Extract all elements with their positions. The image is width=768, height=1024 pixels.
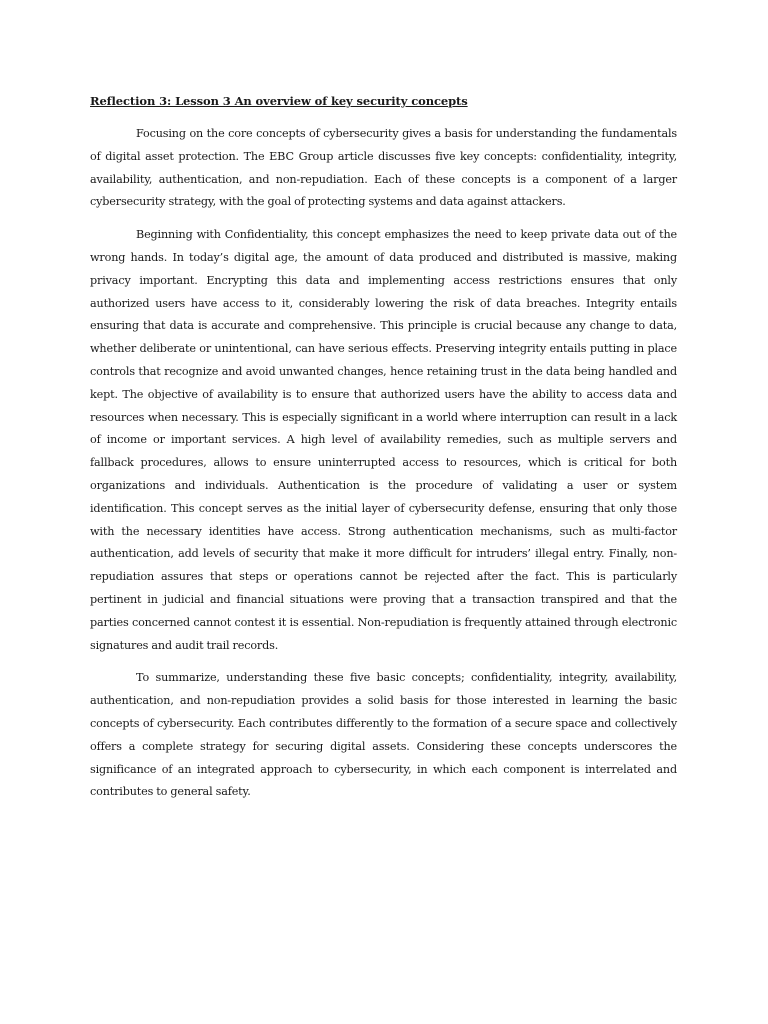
document-title: Reflection 3: Lesson 3 An overview of key security concepts (90, 94, 468, 108)
document-body (90, 92, 677, 814)
paragraph-intro: Focusing on the core concepts of cybersecurity gives a basis for understanding the fundamentals of digital asset protection. The EBC Group article discusses five key concepts: confidentiality, integrity, availability, authentication, and non-repudiation. Each of these concepts is a component of a larger cybersecurity strategy, with the goal of protecting systems and data against attackers. (90, 127, 677, 209)
paragraph-summary: To summarize, understanding these five basic concepts; confidentiality, integrity, availability, authentication, and non-repudiation provides a solid basis for those interested in learning the basic concepts of cybersecurity. Each contributes differently to the formation of a secure space and collectively offers a complete strategy for securing digital assets. Considering these concepts underscores the significance of an integrated approach to cybersecurity, in which each component is interrelated and contributes to general safety. (90, 671, 677, 799)
paragraph-concepts: Beginning with Confidentiality, this concept emphasizes the need to keep private data out of the wrong hands. In today’s digital age, the amount of data produced and distributed is massive, making privacy important. Encrypting this data and implementing access restrictions ensures that only authorized users have access to it, considerably lowering the risk of data breaches. Integrity entails ensuring that data is accurate and comprehensive. This principle is crucial because any change to data, whether deliberate or unintentional, can have serious effects. Preserving integrity entails putting in place controls that recognize and avoid unwanted changes, hence retaining trust in the data being handled and kept. The objective of availability is to ensure that authorized users have the ability to access data and resources when necessary. This is especially significant in a world where interruption can result in a lack of income or important services. A high level of availability remedies, such as multiple servers and fallback procedures, allows to ensure uninterrupted access to resources, which is critical for both organizations and individuals. Authentication is the procedure of validating a user or system identification. This concept serves as the initial layer of cybersecurity defense, ensuring that only those with the necessary identities have access. Strong authentication mechanisms, such as multi-factor authentication, add levels of security that make it more difficult for intruders’ illegal entry. Finally, non-repudiation assures that steps or operations cannot be rejected after the fact. This is particularly pertinent in judicial and financial situations were proving that a transaction transpired and that the parties concerned cannot contest it is essential. Non-repudiation is frequently attained through electronic signatures and audit trail records. (90, 228, 677, 652)
